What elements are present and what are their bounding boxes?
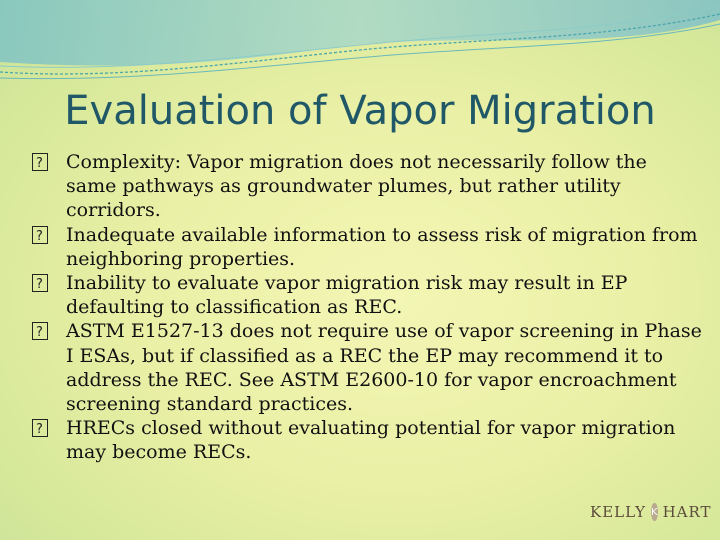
bullet-text: HRECs closed without evaluating potential for vapor migration may become RECs. bbox=[66, 417, 676, 464]
bullet-list bbox=[32, 150, 702, 465]
slide-title: Evaluation of Vapor Migration bbox=[64, 88, 656, 134]
bullet-item bbox=[32, 319, 702, 416]
bullet-item bbox=[32, 416, 702, 464]
missing-glyph-bullet-icon bbox=[32, 153, 48, 171]
bullet-text: ASTM E1527-13 does not require use of vapor screening in Phase I ESAs, but if classified as a REC the EP may recommend it to address the REC. See ASTM E2600-10 for vapor encroachment screening standard practices. bbox=[66, 320, 702, 416]
bullet-text: Complexity: Vapor migration does not necessarily follow the same pathways as groundwater plumes, but rather utility corridors. bbox=[66, 151, 647, 222]
decorative-wave-header bbox=[0, 0, 720, 90]
logo-right-word: HART bbox=[662, 503, 712, 521]
logo-left-word: KELLY bbox=[590, 503, 647, 521]
bullet-item bbox=[32, 150, 702, 223]
logo-mark-icon: K bbox=[651, 503, 658, 521]
kelly-hart-logo bbox=[590, 500, 710, 524]
missing-glyph-bullet-icon bbox=[32, 322, 48, 340]
missing-glyph-bullet-icon bbox=[32, 226, 48, 244]
bullet-item bbox=[32, 271, 702, 319]
missing-glyph-bullet-icon bbox=[32, 274, 48, 292]
missing-glyph-bullet-icon bbox=[32, 419, 48, 437]
bullet-item bbox=[32, 223, 702, 271]
bullet-text: Inadequate available information to assess risk of migration from neighboring properties. bbox=[66, 223, 698, 270]
bullet-text: Inability to evaluate vapor migration risk may result in EP defaulting to classification as REC. bbox=[66, 272, 628, 319]
